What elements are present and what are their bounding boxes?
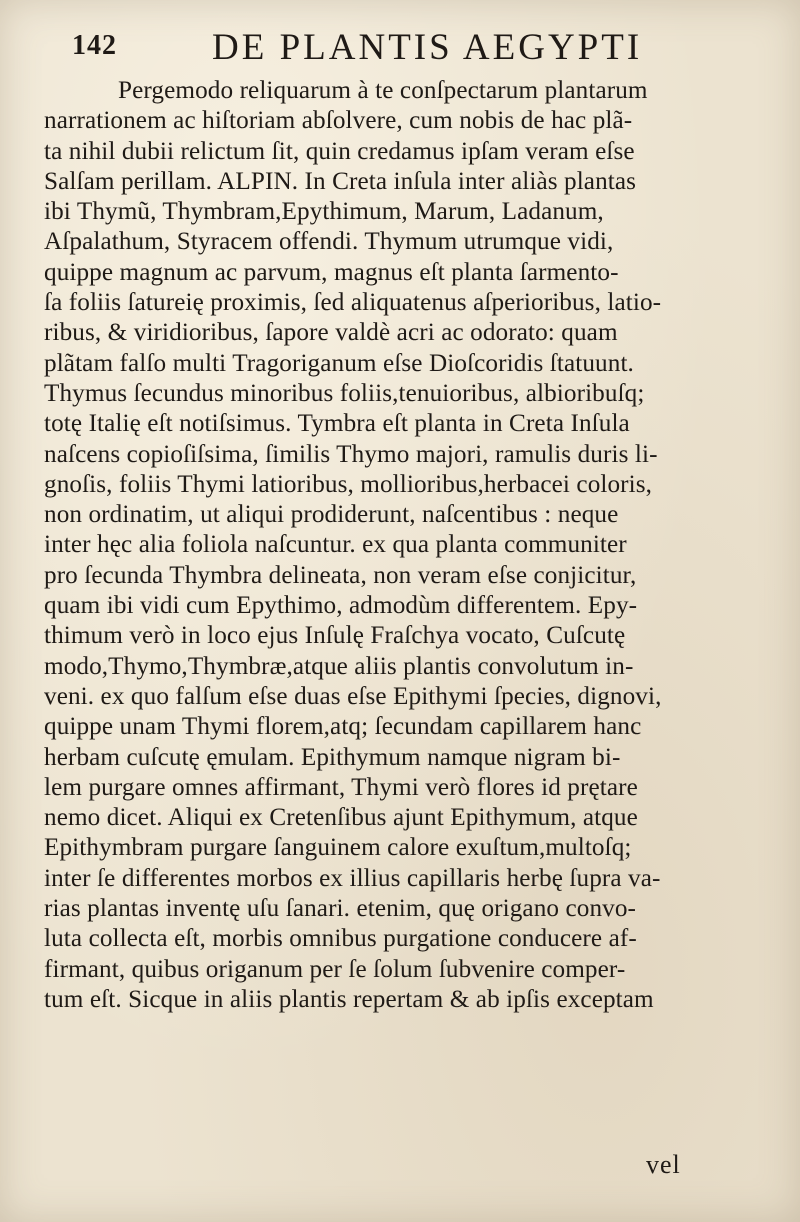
catchword: vel [646, 1150, 681, 1179]
body-text [44, 76, 766, 1015]
text-line: ribus, & viridioribus, ſapore valdè acri ac odorato: quam [44, 319, 618, 347]
text-line: lem purgare omnes affirmant, Thymi verò flores id prętare [44, 773, 638, 801]
text-line: inter hęc alia foliola naſcuntur. ex qua planta communiter [44, 531, 627, 559]
page-number: 142 [72, 30, 117, 61]
text-line: tum eſt. Sicque in aliis plantis repertam & ab ipſis exceptam [44, 985, 654, 1013]
text-line: non ordinatim, ut aliqui prodiderunt, naſcentibus : neque [44, 501, 619, 529]
text-line: nemo dicet. Aliqui ex Cretenſibus ajunt Epithymum, atque [44, 804, 638, 832]
running-head: DE PLANTIS AEGYPTI [212, 27, 643, 68]
text-line: Epithymbram purgare ſanguinem calore exuſtum,multoſq; [44, 834, 632, 862]
text-line: quippe magnum ac parvum, magnus eſt planta ſarmento- [44, 258, 619, 286]
text-line: luta collecta eſt, morbis omnibus purgatione conducere af- [44, 925, 637, 953]
text-line: narrationem ac hiſtoriam abſolvere, cum nobis de hac plã- [44, 107, 633, 135]
text-line: quippe unam Thymi florem,atq; ſecundam capillarem hanc [44, 713, 642, 741]
text-line: gnoſis, foliis Thymi latioribus, mollioribus,herbacei coloris, [44, 470, 653, 498]
text-line: quam ibi vidi cum Epythimo, admodùm differentem. Epy- [44, 592, 638, 620]
text-line: Aſpalathum, Styracem offendi. Thymum utrumque vidi, [44, 228, 614, 256]
text-line: ibi Thymũ, Thymbram,Epythimum, Marum, Ladanum, [44, 198, 604, 226]
text-line: pro ſecunda Thymbra delineata, non veram eſse conjicitur, [44, 561, 637, 589]
text-line: firmant, quibus origanum per ſe ſolum ſubvenire comper- [44, 955, 626, 983]
page-header [60, 26, 760, 70]
text-line: thimum verò in loco ejus Inſulę Fraſchya vocato, Cuſcutę [44, 622, 626, 650]
text-line: modo,Thymo,Thymbræ,atque aliis plantis convolutum in- [44, 652, 634, 680]
text-line: Pergemodo reliquarum à te conſpectarum plantarum [118, 77, 648, 104]
text-line: herbam cuſcutę ęmulam. Epithymum namque nigram bi- [44, 743, 621, 771]
text-line: totę Italię eſt notiſsimus. Tymbra eſt planta in Creta Inſula [44, 410, 630, 438]
text-line: ſa foliis ſatureię proximis, ſed aliquatenus aſperioribus, latio- [44, 289, 662, 317]
text-line: plãtam falſo multi Tragoriganum eſse Dioſcoridis ſtatuunt. [44, 349, 634, 377]
text-line: veni. ex quo falſum eſse duas eſse Epithymi ſpecies, dignovi, [44, 682, 662, 710]
text-line: naſcens copioſiſsima, ſimilis Thymo majori, ramulis duris li- [44, 440, 658, 468]
text-line: Thymus ſecundus minoribus foliis,tenuioribus, albioribuſq; [44, 379, 645, 407]
text-line: inter ſe differentes morbos ex illius capillaris herbę ſupra va- [44, 864, 661, 892]
text-line: ta nihil dubii relictum ſit, quin credamus ipſam veram eſse [44, 137, 635, 165]
text-line: rias plantas inventę uſu ſanari. etenim, quę origano convo- [44, 895, 637, 923]
text-line: Salſam perillam. ALPIN. In Creta inſula inter aliàs plantas [44, 167, 637, 195]
